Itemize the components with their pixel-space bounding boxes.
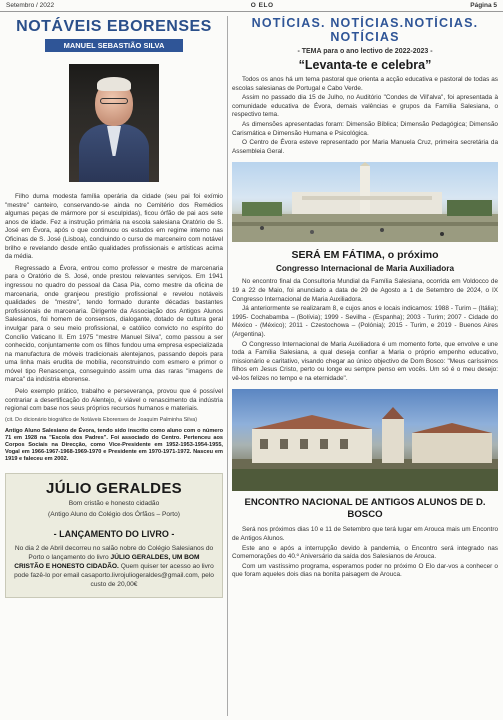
encontro-paragraph-3: Com um vastíssimo programa, esperamos poder no próximo O Elo dar-vos a conhecer o que foram aqueles dois dias na bonita paisagem de Arouca.: [232, 562, 498, 579]
theme-paragraph-3: As dimensões apresentadas foram: Dimensão Bíblica; Dimensão Pedagógica; Dimensão Carismática e Dimensão Humana e Psicológica.: [232, 120, 498, 137]
encontro-paragraph-2: Este ano e após a interrupção devido à pandemia, o Encontro será integrado nas Comemorações do 40.º Aniversário da saída dos Salesianos de Arouca.: [232, 544, 498, 561]
right-column: [232, 16, 498, 716]
fatima-sanctuary-photo: [232, 162, 498, 242]
alumni-note: Antigo Aluno Salesiano de Évora, tendo sido inscrito como aluno com o número 71 em 1928 na "Escola dos Padres". Foi associado do Centro. Pertenceu aos Corpos Sociais na Direcção, como Vice-Presidente em 1952-1953-1954-1955, Vogal em 1966-1967-1968-1969-1970 e Presidente em 1970-1971-1972. Nasceu em 1919 e faleceu em 2002.: [5, 427, 223, 462]
fatima-article-subtitle: Congresso Internacional de Maria Auxiliadora: [275, 264, 455, 274]
fatima-article-title: SERÁ EM FÁTIMA, o próximo: [291, 249, 439, 262]
julio-geraldes-box: [5, 473, 223, 598]
theme-line: - TEMA para o ano lectivo de 2022-2023 -: [297, 48, 433, 55]
left-column: [5, 16, 223, 716]
page-header: [0, 0, 503, 12]
arouca-monastery-photo: [232, 389, 498, 491]
header-page-number: Página 5: [470, 2, 497, 9]
news-section-header: NOTÍCIAS. NOTÍCIAS.NOTÍCIAS. NOTÍCIAS: [251, 16, 479, 44]
julio-subtitle-2: (Antigo Aluno do Colégio dos Órfãos – Porto): [48, 510, 180, 518]
theme-article-text: [232, 76, 498, 156]
launch-text-post: Quem quiser ter acesso ao livro pode fazê-lo por email casaporto.livrojuliogeraldes@gmail.com, pelo custo de 20,00€: [14, 562, 214, 588]
header-date: Setembro / 2022: [6, 2, 55, 9]
encontro-article-text: [232, 526, 498, 580]
book-launch-heading: - LANÇAMENTO DO LIVRO -: [53, 528, 175, 539]
julio-title: JÚLIO GERALDES: [46, 479, 182, 497]
person-name-band: MANUEL SEBASTIÃO SILVA: [45, 39, 183, 52]
book-launch-text: [14, 544, 214, 589]
bio-paragraph-3: Pelo exemplo prático, trabalho e perseverança, provou que é possível contrariar a desertificação do Alentejo, é viável o renascimento da indústria regional com base nos seus próprios recursos humanos e materiais.: [5, 388, 223, 413]
launch-text-pre: No dia 2 de Abril decorreu no salão nobre do Colégio Salesianos do Porto o lançamento do livro: [14, 544, 214, 561]
citation-note: (cit. Do dicionário biográfico de Notáveis Eborenses de Joaquim Palminha Silva): [5, 416, 198, 423]
fatima-photo-illustration: [232, 162, 498, 242]
fatima-article-text: [232, 278, 498, 383]
section-title-notaveis: NOTÁVEIS EBORENSES: [16, 18, 212, 35]
julio-subtitle-1: Bom cristão e honesto cidadão: [68, 499, 160, 507]
fatima-paragraph-1: No encontro final da Consultoria Mundial da Família Salesiana, ocorrida em Voldocco de 19 a 22 de Maio, foi anunciado a data de 29 de Agosto a 1 de Setembro de 2024, o IX Congresso Internacional de Maria Auxiliadora.: [232, 278, 498, 303]
theme-paragraph-1: Todos os anos há um tema pastoral que orienta a acção educativa e pastoral de todas as escolas salesianas de Portugal e Cabo Verde.: [232, 76, 498, 92]
book-title-bold: JÚLIO GERALDES, UM BOM CRISTÃO E HONESTO CIDADÃO.: [14, 553, 200, 570]
bio-paragraph-2: Regressado a Évora, entrou como professor e mestre de marcenaria para o Oratório de S. José, onde prestou relevantes serviços. Em 1941 ingressou no quadro do pessoal da Casa Pia, como mestre da oficina de marcenaria, onde granjeou prestígio profissional e revelou notáveis qualidades de "mestre", tendo formado durante décadas bastantes profissionais de marcenaria. Dirigente da Associação dos Antigos Alunos Salesianos, foi homem de consensos, dialogante, dotado de cultura geral invulgar para o seu meio profissional, e católico convicto no espírito do Concílio Vaticano II. Em 1975 "mestre Manuel Silva", como passou a ser conhecido, conjuntamente com os filhos fundou uma empresa especializada na manufactura de móveis tradicionais alentejanos, passando depois para uma linha mais erudita de mobília, reconstruindo com esmero e primor o móvel tipo Renascença, conseguindo assim uma das raras "imagens de marca" da indústria eborense.: [5, 264, 223, 384]
header-publication: O ELO: [250, 2, 274, 9]
encontro-article-title: ENCONTRO NACIONAL DE ANTIGOS ALUNOS DE D. BOSCO: [244, 497, 486, 521]
theme-paragraph-2: Assim no passado dia 15 de Julho, no Auditório "Condes de Vill'alva", foi apresentada à comunidade educativa de Évora, demais valências e grupos da Família Salesiana, o respectivo tema.: [232, 94, 498, 119]
biography-text: [5, 193, 223, 414]
bio-paragraph-1: Filho duma modesta família operária da cidade (seu pai foi exímio "mestre" canteiro, conservando-se ainda no Cemitério dos Remédios algumas peças de mármore por si esculpidas), ficou órfão de pai aos sete anos de idade. Fez a instrução primária na escola salesiana Oratório de S. José em Évora, após o que continuou os estudos em regime interno nas Oficinas de S. José (Lisboa), concluindo o curso de marceneiro com notável brilho e revelando desde então qualidades profissionais e artísticas acima da média.: [5, 193, 223, 261]
encontro-paragraph-1: Será nos próximos dias 10 e 11 de Setembro que terá lugar em Arouca mais um Encontro de Antigos Alunos.: [232, 526, 498, 543]
fatima-paragraph-3: O Congresso Internacional de Maria Auxiliadora é um momento forte, que envolve e une toda a Família Salesiana, a qual deseja confiar a Maria o próprio empenho educativo, missionário e caritativo, visando chegar ao único objectivo de Dom Bosco: "Meus caríssimos filhos em Jesus Cristo, perto ou longe eu sempre penso em vocês. Um só é o meu desejo: vê-los felizes no tempo e na eternidade".: [232, 340, 498, 382]
portrait-photo: [69, 64, 159, 182]
arouca-photo-illustration: [232, 389, 498, 491]
fatima-paragraph-2: Já anteriormente se realizaram 8, e cujos anos e locais indicamos: 1988 - Turim – (Itália); 1995- Cochabamba – (Bolívia); 1999 - Sevilha - (Espanha); 2003 - Turim; 2007 - Cidade do México - (México); 2011 - Czestochowa – (Polónia); 2015 - Turim, e 2019 - Buenos Aires (Argentina).: [232, 305, 498, 338]
column-divider: [227, 16, 228, 716]
theme-title: “Levanta-te e celebra”: [298, 58, 432, 72]
theme-paragraph-4: O Centro de Évora esteve representado por Maria Manuela Cruz, primeira secretária da Assembleia Geral.: [232, 139, 498, 155]
